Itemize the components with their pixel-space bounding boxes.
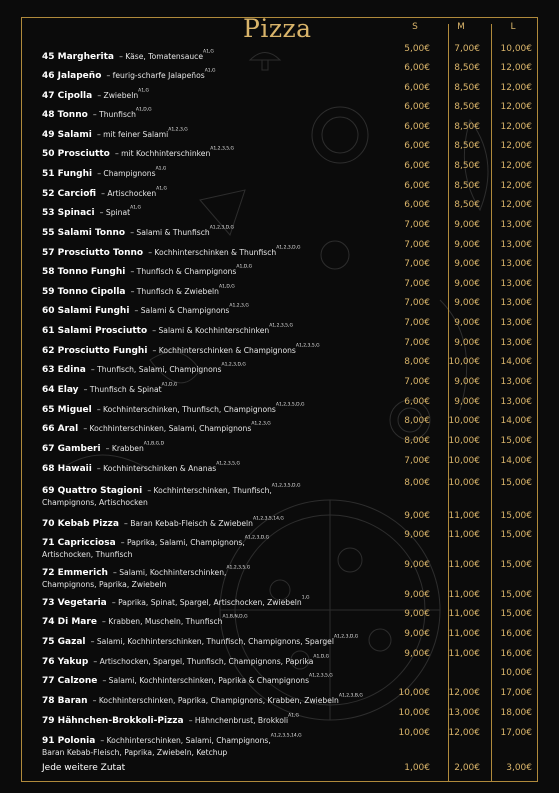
size-header-s: S <box>412 22 418 32</box>
allergen-codes: A1,2,3,D,G <box>244 535 270 541</box>
price-small: 7,00€ <box>404 259 430 269</box>
allergen-codes: A1,B,N,D,G <box>222 614 248 620</box>
menu-item-name: 78 Baran <box>42 696 88 706</box>
menu-item-line <box>42 298 394 317</box>
price-medium: 9,00€ <box>454 259 480 269</box>
price-small: 9,00€ <box>404 511 430 521</box>
price-small: 7,00€ <box>404 240 430 250</box>
menu-item-description: – Kochhinterschinken, Salami, Champignons <box>83 424 252 433</box>
price-large: 10,00€ <box>500 44 532 54</box>
menu-item-line <box>42 259 394 278</box>
menu-item-description: – Spinat <box>99 208 131 217</box>
menu-item-name: 73 Vegetaria <box>42 598 107 608</box>
menu-item-line <box>42 397 394 416</box>
menu-item-description: – Hähnchenbrust, Brokkoli <box>188 716 289 725</box>
price-large: 16,00€ <box>500 629 532 639</box>
menu-item-name: 51 Funghi <box>42 169 93 179</box>
allergen-codes: A1,2,3,D,G <box>276 245 301 251</box>
price-large: 15,00€ <box>500 609 532 619</box>
menu-item-name: 46 Jalapeño <box>42 71 102 81</box>
price-large: 13,00€ <box>500 220 532 230</box>
price-small: 6,00€ <box>404 63 430 73</box>
menu-item-row <box>42 436 536 455</box>
menu-item-description: – Thunfisch <box>92 110 136 119</box>
allergen-codes: A1,2,3,5,G <box>216 461 240 467</box>
menu-item-line <box>42 102 394 121</box>
price-medium: 11,00€ <box>448 560 480 570</box>
menu-item-row <box>42 377 536 396</box>
price-large: 13,00€ <box>500 259 532 269</box>
menu-item-description: – feurig-scharfe Jalapeños <box>106 71 205 80</box>
price-medium: 8,50€ <box>454 161 480 171</box>
price-small: 8,00€ <box>404 478 430 488</box>
price-large: 10,00€ <box>500 668 532 678</box>
menu-item-line <box>42 161 394 180</box>
menu-item-row <box>42 259 536 278</box>
allergen-codes: A1,D,G <box>161 382 178 388</box>
menu-item-description: – Champignons <box>97 169 156 178</box>
menu-item-name: 65 Miguel <box>42 405 92 415</box>
price-large: 13,00€ <box>500 240 532 250</box>
price-small: 10,00€ <box>398 728 430 738</box>
price-small: 10,00€ <box>398 708 430 718</box>
menu-item-row <box>42 161 536 180</box>
menu-item-description: – Käse, Tomatensauce <box>119 52 204 61</box>
price-large: 14,00€ <box>500 357 532 367</box>
menu-item-name: 50 Prosciutto <box>42 149 110 159</box>
menu-item-name: 58 Tonno Funghi <box>42 267 126 277</box>
menu-item-row <box>42 688 536 707</box>
menu-item-name: 68 Hawaii <box>42 464 92 474</box>
menu-item-row <box>42 708 536 727</box>
price-small: 7,00€ <box>404 318 430 328</box>
menu-item-name: 55 Salami Tonno <box>42 228 126 238</box>
price-large: 17,00€ <box>500 728 532 738</box>
price-medium: 10,00€ <box>448 357 480 367</box>
allergen-codes: A1,D,G <box>313 654 330 660</box>
menu-item-row <box>42 397 536 416</box>
price-small: 6,00€ <box>404 397 430 407</box>
price-small: 9,00€ <box>404 530 430 540</box>
allergen-codes: A1,B,G,D <box>143 441 165 447</box>
price-medium: 9,00€ <box>454 298 480 308</box>
price-small: 9,00€ <box>404 560 430 570</box>
menu-item-row <box>42 478 536 507</box>
menu-item-name: 47 Cipolla <box>42 91 93 101</box>
price-medium: 12,00€ <box>448 688 480 698</box>
menu-item-row <box>42 560 536 589</box>
price-large: 15,00€ <box>500 436 532 446</box>
allergen-codes: A1,2,3,5,G <box>295 343 320 349</box>
extra-topping-row <box>42 763 536 773</box>
menu-item-line <box>42 279 394 298</box>
menu-item-description: – Thunfisch & Champignons <box>130 267 237 276</box>
menu-item-description: – Krabben <box>105 444 144 453</box>
menu-item-row <box>42 530 536 559</box>
menu-item-row <box>42 298 536 317</box>
menu-item-description: – Salami, Kochhinterschinken, Thunfisch, Champignons, Spargel <box>90 637 334 646</box>
price-small: 6,00€ <box>404 83 430 93</box>
menu-item-name: 60 Salami Funghi <box>42 306 130 316</box>
allergen-codes: A1,2,3,B,G <box>338 693 363 699</box>
price-small: 5,00€ <box>404 44 430 54</box>
price-large: 13,00€ <box>500 298 532 308</box>
price-large: 12,00€ <box>500 122 532 132</box>
menu-item-line <box>42 200 394 219</box>
menu-item-line <box>42 629 394 648</box>
menu-item-row <box>42 102 536 121</box>
menu-item-name: 74 Di Mare <box>42 617 97 627</box>
price-large: 12,00€ <box>500 141 532 151</box>
menu-item-row <box>42 200 536 219</box>
menu-item-description: – Paprika, Spinat, Spargel, Artischocken, Zwiebeln <box>111 598 302 607</box>
allergen-codes: A1,2,3,D,G <box>209 225 235 231</box>
menu-item-line <box>42 44 394 63</box>
menu-item-description: – Salami & Thunfisch <box>130 228 210 237</box>
allergen-codes: A1,2,3,D,G <box>221 362 246 368</box>
allergen-codes: A1,2,3,5,D,G <box>271 483 301 489</box>
price-small: 6,00€ <box>404 141 430 151</box>
size-header-m: M <box>457 22 465 32</box>
menu-item-name: 52 Carciofi <box>42 189 97 199</box>
allergen-codes: A1,2,3,5,G <box>226 565 251 571</box>
menu-item-name: 61 Salami Prosciutto <box>42 326 148 336</box>
price-medium: 10,00€ <box>448 436 480 446</box>
allergen-codes: A1,2,3,G <box>251 421 271 427</box>
price-large: 12,00€ <box>500 200 532 210</box>
price-small: 9,00€ <box>404 629 430 639</box>
price-medium: 8,50€ <box>454 181 480 191</box>
menu-item-row <box>42 456 536 475</box>
allergen-codes: 1,G <box>301 595 310 601</box>
menu-item-description-cont: Champignons, Paprika, Zwiebeln <box>42 580 167 589</box>
menu-item-line <box>42 511 394 530</box>
menu-item-row <box>42 609 536 628</box>
menu-item-line <box>42 220 394 239</box>
price-large: 13,00€ <box>500 318 532 328</box>
menu-item-description: – Kochhinterschinken & Ananas <box>96 464 217 473</box>
extra-price-m: 2,00€ <box>454 763 480 773</box>
menu-item-description: – Kochhinterschinken, Thunfisch, <box>147 486 272 495</box>
price-large: 15,00€ <box>500 530 532 540</box>
price-large: 18,00€ <box>500 708 532 718</box>
price-small: 9,00€ <box>404 590 430 600</box>
menu-item-row <box>42 83 536 102</box>
price-medium: 13,00€ <box>448 708 480 718</box>
extra-price-s: 1,00€ <box>404 763 430 773</box>
menu-item-description: – Kochhinterschinken & Thunfisch <box>148 248 277 257</box>
price-medium: 10,00€ <box>448 456 480 466</box>
price-large: 13,00€ <box>500 397 532 407</box>
menu-item-line <box>42 478 394 497</box>
menu-item-description: – Paprika, Salami, Champignons, <box>120 538 245 547</box>
menu-item-row <box>42 590 536 609</box>
menu-item-description: – Kochhinterschinken, Paprika, Champignons, Krabben, Zwiebeln <box>92 696 339 705</box>
menu-item-row <box>42 318 536 337</box>
allergen-codes: A1,2,3,5,G <box>309 673 333 679</box>
menu-item-name: 70 Kebab Pizza <box>42 519 119 529</box>
menu-item-name: 72 Emmerich <box>42 568 108 578</box>
menu-item-name: 66 Aral <box>42 424 79 434</box>
menu-item-line <box>42 560 394 579</box>
menu-item-line <box>42 357 394 376</box>
price-medium: 11,00€ <box>448 609 480 619</box>
menu-item-description: – Baran Kebab-Fleisch & Zwiebeln <box>124 519 253 528</box>
menu-item-line <box>42 240 394 259</box>
price-small: 10,00€ <box>398 688 430 698</box>
menu-item-name: 49 Salami <box>42 130 92 140</box>
menu-item-line <box>42 318 394 337</box>
menu-item-description: – Thunfisch & Zwiebeln <box>130 287 219 296</box>
price-medium: 8,50€ <box>454 83 480 93</box>
page-title: Pizza <box>243 14 312 43</box>
price-medium: 11,00€ <box>448 590 480 600</box>
menu-item-row <box>42 279 536 298</box>
price-large: 13,00€ <box>500 279 532 289</box>
menu-item-description: – Salami & Kochhinterschinken <box>152 326 270 335</box>
menu-item-description: – Zwiebeln <box>97 91 139 100</box>
menu-item-name: 63 Edina <box>42 365 86 375</box>
price-large: 17,00€ <box>500 688 532 698</box>
price-medium: 11,00€ <box>448 511 480 521</box>
price-large: 13,00€ <box>500 338 532 348</box>
allergen-codes: A1,2,3,5,G <box>269 323 293 329</box>
allergen-codes: A1,G <box>155 166 167 172</box>
price-small: 7,00€ <box>404 279 430 289</box>
menu-item-description: – Kochhinterschinken, Salami, Champignons, <box>100 736 271 745</box>
menu-item-line <box>42 181 394 200</box>
price-large: 16,00€ <box>500 649 532 659</box>
price-small: 9,00€ <box>404 609 430 619</box>
menu-item-description: – Artischocken, Spargel, Thunfisch, Champignons, Paprika <box>93 657 314 666</box>
allergen-codes: A1,G <box>130 205 141 211</box>
menu-item-row <box>42 240 536 259</box>
menu-item-line <box>42 609 394 628</box>
price-small: 6,00€ <box>404 161 430 171</box>
allergen-codes: A1,2,3,5,14,G <box>270 733 302 739</box>
menu-item-row <box>42 728 536 757</box>
extra-topping-label: Jede weitere Zutat <box>42 763 126 773</box>
price-medium: 9,00€ <box>454 318 480 328</box>
price-small: 8,00€ <box>404 416 430 426</box>
menu-item-line <box>42 83 394 102</box>
menu-item-row <box>42 338 536 357</box>
menu-item-line <box>42 688 394 707</box>
menu-item-line <box>42 668 394 687</box>
menu-item-description: – Thunfisch, Salami, Champignons <box>90 365 222 374</box>
menu-item-name: 91 Polonia <box>42 736 96 746</box>
menu-item-row <box>42 141 536 160</box>
price-small: 6,00€ <box>404 122 430 132</box>
menu-item-name: 57 Prosciutto Tonno <box>42 248 144 258</box>
price-large: 14,00€ <box>500 416 532 426</box>
price-small: 7,00€ <box>404 456 430 466</box>
menu-item-line <box>42 416 394 435</box>
price-medium: 8,50€ <box>454 122 480 132</box>
menu-item-row <box>42 122 536 141</box>
menu-item-row <box>42 220 536 239</box>
price-medium: 11,00€ <box>448 629 480 639</box>
price-small: 6,00€ <box>404 200 430 210</box>
menu-item-description: – Salami, Kochhinterschinken, <box>113 568 227 577</box>
allergen-codes: A1,G <box>288 713 299 719</box>
menu-item-name: 45 Margherita <box>42 52 114 62</box>
menu-item-description: – Artischocken <box>101 189 157 198</box>
menu-item-description-cont: Artischocken, Thunfisch <box>42 550 133 559</box>
allergen-codes: A1,2,3,D,G <box>333 634 359 640</box>
price-medium: 8,50€ <box>454 200 480 210</box>
price-large: 15,00€ <box>500 478 532 488</box>
price-small: 6,00€ <box>404 181 430 191</box>
menu-item-line <box>42 649 394 668</box>
menu-item-row <box>42 511 536 530</box>
price-large: 12,00€ <box>500 181 532 191</box>
allergen-codes: A1,D,G <box>218 284 235 290</box>
price-medium: 9,00€ <box>454 377 480 387</box>
menu-item-name: 62 Prosciutto Funghi <box>42 346 148 356</box>
price-small: 6,00€ <box>404 102 430 112</box>
menu-item-name: 79 Hähnchen-Brokkoli-Pizza <box>42 716 184 726</box>
menu-item-line <box>42 530 394 549</box>
price-medium: 9,00€ <box>454 338 480 348</box>
allergen-codes: A1,2,3,5,G <box>210 146 235 152</box>
price-medium: 8,50€ <box>454 63 480 73</box>
allergen-codes: A1,G <box>203 49 214 55</box>
allergen-codes: A1,2,3,G <box>229 303 249 309</box>
price-large: 12,00€ <box>500 161 532 171</box>
menu-item-description-cont: Champignons, Artischocken <box>42 498 148 507</box>
allergen-codes: A1,2,3,G <box>168 127 188 133</box>
menu-item-description: – Salami, Kochhinterschinken, Paprika & Champignons <box>102 676 310 685</box>
price-large: 12,00€ <box>500 102 532 112</box>
price-large: 15,00€ <box>500 511 532 521</box>
menu-item-row <box>42 63 536 82</box>
price-small: 8,00€ <box>404 357 430 367</box>
price-small: 7,00€ <box>404 220 430 230</box>
allergen-codes: A1,D,G <box>135 107 152 113</box>
menu-item-line <box>42 708 394 727</box>
menu-item-row <box>42 649 536 668</box>
price-medium: 8,50€ <box>454 141 480 151</box>
menu-item-name: 77 Calzone <box>42 676 98 686</box>
allergen-codes: A1,G <box>204 68 216 74</box>
menu-item-row <box>42 181 536 200</box>
extra-price-l: 3,00€ <box>506 763 532 773</box>
price-medium: 7,00€ <box>454 44 480 54</box>
menu-item-description: – Salami & Champignons <box>134 306 230 315</box>
price-medium: 9,00€ <box>454 240 480 250</box>
price-medium: 11,00€ <box>448 530 480 540</box>
price-medium: 11,00€ <box>448 649 480 659</box>
menu-item-description: – mit feiner Salami <box>96 130 169 139</box>
menu-item-row <box>42 357 536 376</box>
price-medium: 12,00€ <box>448 728 480 738</box>
menu-item-line <box>42 377 394 396</box>
allergen-codes: A1,D,G <box>236 264 253 270</box>
size-header-l: L <box>510 22 516 32</box>
menu-item-line <box>42 590 394 609</box>
menu-item-row <box>42 44 536 63</box>
menu-item-description: – Kochhinterschinken, Thunfisch, Champignons <box>96 405 276 414</box>
price-large: 13,00€ <box>500 377 532 387</box>
menu-item-row <box>42 416 536 435</box>
price-small: 7,00€ <box>404 338 430 348</box>
menu-item-description: – Thunfisch & Spinat <box>83 385 162 394</box>
menu-item-description: – mit Kochhinterschinken <box>114 149 211 158</box>
price-medium: 9,00€ <box>454 220 480 230</box>
price-large: 15,00€ <box>500 590 532 600</box>
menu-item-name: 76 Yakup <box>42 657 89 667</box>
price-small: 9,00€ <box>404 649 430 659</box>
menu-item-line <box>42 338 394 357</box>
menu-item-line <box>42 436 394 455</box>
price-small: 8,00€ <box>404 436 430 446</box>
menu-item-name: 59 Tonno Cipolla <box>42 287 126 297</box>
menu-item-description: – Kochhinterschinken & Champignons <box>152 346 296 355</box>
menu-item-name: 67 Gamberi <box>42 444 101 454</box>
menu-item-line <box>42 63 394 82</box>
menu-item-line <box>42 122 394 141</box>
price-large: 15,00€ <box>500 560 532 570</box>
price-large: 12,00€ <box>500 63 532 73</box>
price-small: 7,00€ <box>404 377 430 387</box>
menu-item-description-cont: Baran Kebab-Fleisch, Paprika, Zwiebeln, Ketchup <box>42 748 228 757</box>
menu-item-description: – Krabben, Muscheln, Thunfisch <box>102 617 223 626</box>
menu-item-line <box>42 456 394 475</box>
price-medium: 9,00€ <box>454 279 480 289</box>
menu-item-name: 75 Gazal <box>42 637 86 647</box>
price-medium: 10,00€ <box>448 416 480 426</box>
menu-item-name: 69 Quattro Stagioni <box>42 486 143 496</box>
allergen-codes: A1,2,3,5,14,G <box>252 516 284 522</box>
price-medium: 10,00€ <box>448 478 480 488</box>
menu-item-name: 48 Tonno <box>42 110 88 120</box>
menu-item-name: 71 Capricciosa <box>42 538 116 548</box>
allergen-codes: A1,G <box>156 186 168 192</box>
price-large: 12,00€ <box>500 83 532 93</box>
menu-item-line <box>42 728 394 747</box>
menu-item-name: 64 Elay <box>42 385 79 395</box>
allergen-codes: A1,G <box>138 88 149 94</box>
price-medium: 8,50€ <box>454 102 480 112</box>
menu-item-row <box>42 629 536 648</box>
menu-item-line <box>42 141 394 160</box>
price-large: 14,00€ <box>500 456 532 466</box>
allergen-codes: A1,2,3,5,D,G <box>275 402 305 408</box>
price-small: 7,00€ <box>404 298 430 308</box>
price-medium: 9,00€ <box>454 397 480 407</box>
menu-item-row <box>42 668 536 687</box>
menu-item-name: 53 Spinaci <box>42 208 95 218</box>
